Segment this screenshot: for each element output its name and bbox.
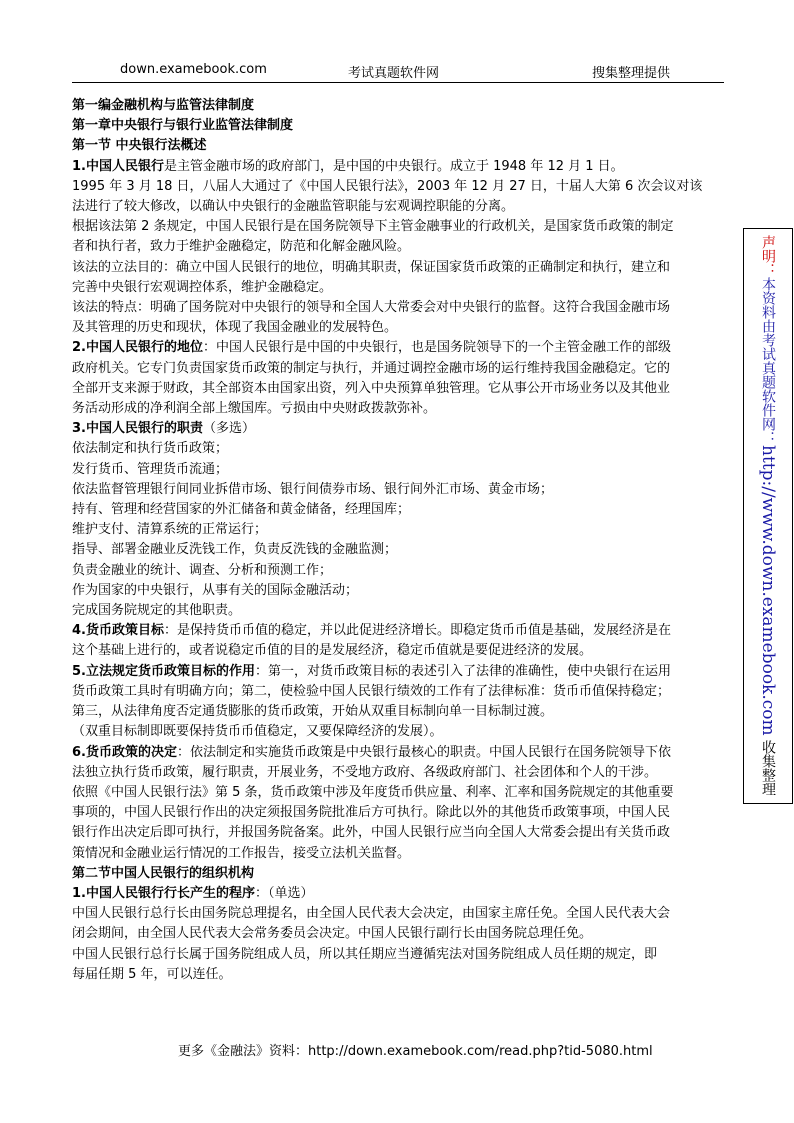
paragraph: [72, 157, 726, 177]
paragraph-line: 1995 年 3 月 18 日，八届人大通过了《中国人民银行法》，2003 年 12 月 27 日，十届人大第 6 次会议对该: [72, 178, 703, 194]
disclaimer-tail: 收集整理: [760, 735, 776, 797]
part-heading: 第一编金融机构与监管法律制度: [72, 98, 255, 113]
paragraph-label: 3.中国人民银行的职责: [72, 421, 203, 437]
paragraph-label: 4.货币政策目标: [72, 623, 164, 639]
paragraph: [72, 621, 726, 641]
list-item: 作为国家的中央银行，从事有关的国际金融活动；: [72, 582, 359, 598]
chapter-heading: 第一章中央银行与银行业监管法律制度: [72, 118, 294, 134]
paragraph: [72, 419, 726, 439]
paragraph-line: 务活动形成的净利润全部上缴国库。亏损由中央财政拨款弥补。: [72, 401, 437, 417]
paragraph-line: 法进行了较大修改，以确认中央银行的金融监管职能与宏观调控职能的分离。: [72, 199, 515, 215]
section-heading: 第一节 中央银行法概述: [72, 138, 207, 154]
paragraph-text: 是主管金融市场的政府部门，是中国的中央银行。成立于 1948 年 12 月 1 日。: [163, 158, 624, 174]
paragraph-line: 完善中央银行宏观调控体系，维护金融稳定。: [72, 279, 333, 295]
list-item: 指导、部署金融业反洗钱工作，负责反洗钱的金融监测；: [72, 542, 398, 558]
paragraph-line: 事项的，中国人民银行作出的决定须报国务院批准后方可执行。除此以外的其他货币政策事项，中国人民: [72, 805, 671, 821]
paragraph-line: 闭会期间，由全国人民代表大会常务委员会决定。中国人民银行副行长由国务院总理任免。: [72, 926, 593, 942]
paragraph-line: 者和执行者，致力于维护金融稳定，防范和化解金融风险。: [72, 239, 411, 255]
paragraph-label: 1.中国人民银行行长产生的程序: [72, 885, 255, 901]
paragraph-label: 6.货币政策的决定: [72, 744, 177, 760]
list-item: 依法监督管理银行间同业拆借市场、银行间债券市场、银行间外汇市场、黄金市场；: [72, 481, 554, 497]
paragraph-text: ：依法制定和实施货币政策是中央银行最核心的职责。中国人民银行在国务院领导下依: [176, 744, 671, 760]
paragraph-line: 该法的立法目的：确立中国人民银行的地位，明确其职责，保证国家货币政策的正确制定和执行，建立和: [72, 259, 671, 275]
paragraph-line: 中国人民银行总行长由国务院总理提名，由全国人民代表大会决定，由国家主席任免。全国人民代表大会: [72, 906, 671, 922]
document-body: [72, 96, 726, 985]
list-item: 完成国务院规定的其他职责。: [72, 603, 242, 619]
disclaimer-label: 声明：: [760, 235, 776, 277]
page-header: [72, 60, 724, 83]
paragraph-label: 1.中国人民银行: [72, 158, 164, 174]
paragraph-line: 第三，从法律角度否定通货膨胀的货币政策，开始从双重目标制向单一目标制过渡。: [72, 704, 554, 720]
section-heading: 第二节中国人民银行的组织机构: [72, 865, 255, 881]
header-title: 考试真题软件网: [348, 66, 440, 81]
paragraph-line: 政府机关。它专门负责国家货币政策的制定与执行，并通过调控金融市场的运行维持我国金融稳定。它的: [72, 360, 671, 376]
paragraph-line: 根据该法第 2 条规定，中国人民银行是在国务院领导下主管金融事业的行政机关，是国家货币政策的制定: [72, 219, 674, 235]
list-item: 发行货币、管理货币流通；: [72, 461, 229, 477]
paragraph: [72, 884, 726, 904]
paragraph-line: 依照《中国人民银行法》第 5 条，货币政策中涉及年度货币供应量、利率、汇率和国务院规定的其他重要: [72, 784, 674, 800]
page-footer[interactable]: 更多《金融法》资料：http://down.examebook.com/read.php?tid-5080.html: [178, 1044, 653, 1059]
list-item: 依法制定和执行货币政策；: [72, 441, 229, 457]
paragraph-line: 该法的特点：明确了国务院对中央银行的领导和全国人大常委会对中央银行的监督。这符合我国金融市场: [72, 300, 671, 316]
paragraph: [72, 662, 726, 682]
paragraph-note: ：（单选）: [254, 885, 314, 901]
paragraph-line: 中国人民银行总行长属于国务院组成人员，所以其任期应当遵循宪法对国务院组成人员任期的规定，即: [72, 946, 658, 962]
paragraph-line: 货币政策工具时有明确方向；第二，使检验中国人民银行绩效的工作有了法律标准：货币币值保持稳定；: [72, 683, 671, 699]
paragraph-line: （双重目标制即既要保持货币币值稳定，又要保障经济的发展）。: [72, 724, 443, 740]
paragraph-line: 策情况和金融业运行情况的工作报告，接受立法机关监督。: [72, 845, 411, 861]
paragraph-line: 每届任期 5 年，可以连任。: [72, 966, 232, 982]
paragraph-text: ：是保持货币币值的稳定，并以此促进经济增长。即稳定货币币值是基础，发展经济是在: [163, 623, 671, 639]
header-site: down.examebook.com: [120, 62, 267, 77]
paragraph-note: （多选）: [202, 421, 255, 437]
paragraph-label: 2.中国人民银行的地位: [72, 340, 203, 356]
paragraph-line: 全部开支来源于财政，其全部资本由国家出资，列入中央预算单独管理。它从事公开市场业务以及其他业: [72, 380, 671, 396]
paragraph-label: 5.立法规定货币政策目标的作用: [72, 663, 255, 679]
list-item: 持有、管理和经营国家的外汇储备和黄金储备，经理国库；: [72, 502, 411, 518]
paragraph-line: 这个基础上进行的，或者说稳定币值的目的是发展经济，稳定币值就是要促进经济的发展。: [72, 643, 593, 659]
disclaimer-sidebar: [743, 228, 793, 804]
list-item: 负责金融业的统计、调查、分析和预测工作；: [72, 562, 333, 578]
disclaimer-text: [758, 235, 778, 796]
paragraph-line: 法独立执行货币政策，履行职责，开展业务，不受地方政府、各级政府部门、社会团体和个人的干涉。: [72, 764, 658, 780]
paragraph-line: 及其管理的历史和现状，体现了我国金融业的发展特色。: [72, 320, 398, 336]
paragraph: [72, 743, 726, 763]
paragraph-text: ：中国人民银行是中国的中央银行，也是国务院领导下的一个主管金融工作的部级: [202, 340, 671, 356]
paragraph: [72, 338, 726, 358]
paragraph-text: ：第一，对货币政策目标的表述引入了法律的准确性，使中央银行在运用: [254, 663, 671, 679]
disclaimer-source: 本资料由考试真题软件网：: [760, 277, 776, 445]
header-provider: 搜集整理提供: [592, 66, 671, 81]
paragraph-line: 银行作出决定后即可执行，并报国务院备案。此外，中国人民银行应当向全国人大常委会提出有关货币政: [72, 825, 671, 841]
disclaimer-url[interactable]: http://www.down.examebook.com: [758, 445, 778, 736]
list-item: 维护支付、清算系统的正常运行；: [72, 522, 268, 538]
